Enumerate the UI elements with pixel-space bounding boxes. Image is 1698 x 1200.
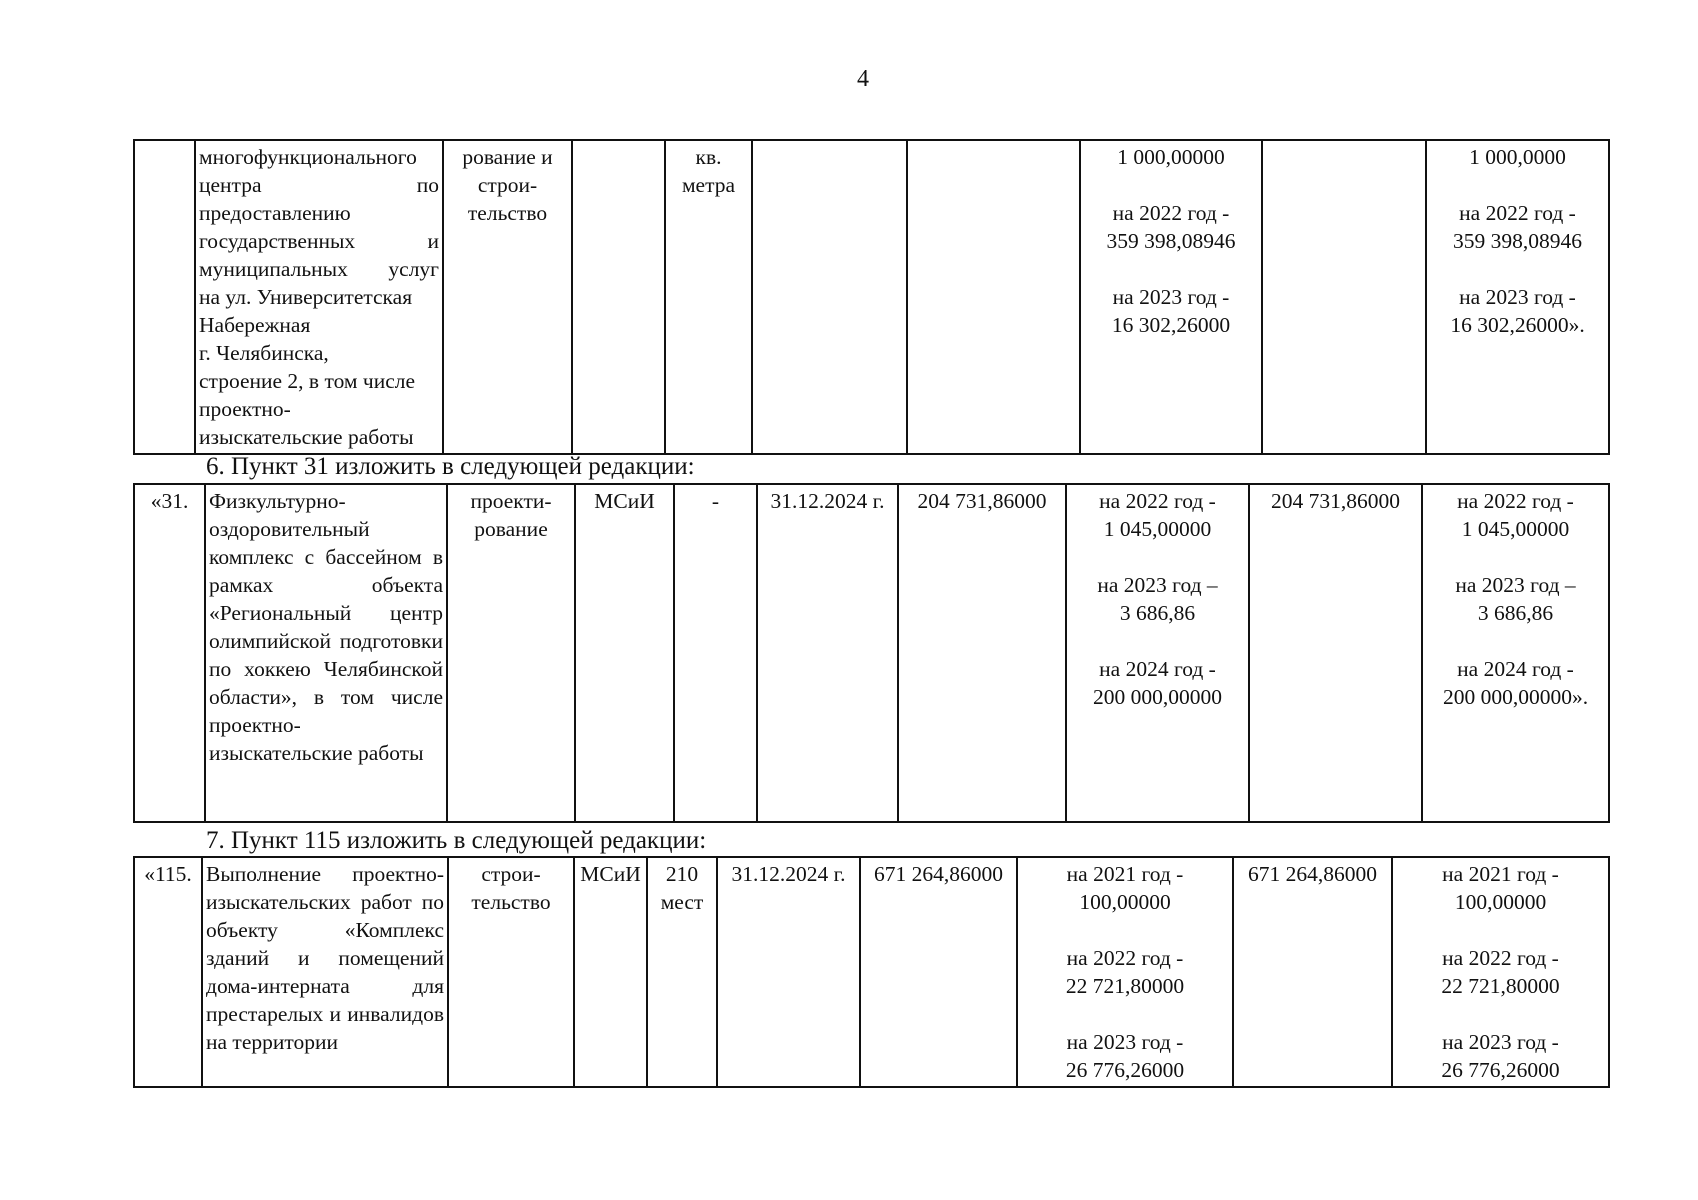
total-cell xyxy=(1262,140,1426,454)
table-row xyxy=(134,857,1609,1087)
table-row xyxy=(134,484,1609,822)
item-number-cell: «31. xyxy=(134,484,205,822)
object-name-line: изыскательские работы xyxy=(199,425,414,449)
object-name-line: на ул. Университетская xyxy=(199,285,413,309)
customer-cell: МСиИ xyxy=(574,857,647,1087)
capacity-unit-cell: - xyxy=(674,484,757,822)
object-name-line: предоставлению xyxy=(199,201,351,225)
final-funding-cell: на 2021 год - 100,00000 на 2022 год - 22 721,80000 на 2023 год - 26 776,26000 xyxy=(1392,857,1609,1087)
deadline-cell xyxy=(752,140,907,454)
item-115-table xyxy=(133,856,1610,1088)
object-name-line: многофункционального xyxy=(199,145,417,169)
object-name-cell xyxy=(195,140,443,454)
object-name-line: муниципальных услуг xyxy=(199,257,439,281)
total-cell: 671 264,86000 xyxy=(1233,857,1392,1087)
object-name-line: г. Челябинска, xyxy=(199,341,329,365)
cost-cell: 204 731,86000 xyxy=(898,484,1066,822)
work-type-cell: проекти- рование xyxy=(447,484,575,822)
deadline-cell: 31.12.2024 г. xyxy=(717,857,860,1087)
work-type-cell: рование и строи- тельство xyxy=(443,140,572,454)
final-funding-cell: на 2022 год - 1 045,00000 на 2023 год – 3 686,86 на 2024 год - 200 000,00000». xyxy=(1422,484,1609,822)
funding-by-year-cell: 1 000,00000 на 2022 год - 359 398,08946 на 2023 год - 16 302,26000 xyxy=(1080,140,1262,454)
cost-cell xyxy=(907,140,1080,454)
capacity-unit-cell: 210 мест xyxy=(647,857,717,1087)
section-heading-6: 6. Пункт 31 изложить в следующей редакции: xyxy=(206,453,695,480)
object-name-cell: Физкультурно-оздоровительный комплекс с бассейном в рамках объекта «Региональный центр олимпийской подготовки по хоккею Челябинской области», в том числе проектно-изыскательские работы xyxy=(205,484,447,822)
work-type-cell: строи- тельство xyxy=(448,857,574,1087)
funding-by-year-cell: на 2022 год - 1 045,00000 на 2023 год – 3 686,86 на 2024 год - 200 000,00000 xyxy=(1066,484,1249,822)
total-cell: 204 731,86000 xyxy=(1249,484,1422,822)
item-31-table xyxy=(133,483,1610,823)
object-name-line: государственных и xyxy=(199,229,439,253)
object-name-cell: Выполнение проектно-изыскательских работ по объекту «Комплекс зданий и помещений дома-интерната для престарелых и инвалидов на территории xyxy=(202,857,448,1087)
object-name-line: центра по xyxy=(199,173,439,197)
continuation-table xyxy=(133,139,1610,455)
customer-cell xyxy=(572,140,665,454)
table-row xyxy=(134,140,1609,454)
funding-by-year-cell: на 2021 год - 100,00000 на 2022 год - 22 721,80000 на 2023 год - 26 776,26000 xyxy=(1017,857,1233,1087)
page-number: 4 xyxy=(857,66,869,92)
customer-cell: МСиИ xyxy=(575,484,674,822)
deadline-cell: 31.12.2024 г. xyxy=(757,484,898,822)
item-number-cell: «115. xyxy=(134,857,202,1087)
section-heading-7: 7. Пункт 115 изложить в следующей редакции: xyxy=(206,827,707,854)
capacity-unit-cell: кв. метра xyxy=(665,140,752,454)
object-name-line: Набережная xyxy=(199,313,311,337)
cost-cell: 671 264,86000 xyxy=(860,857,1017,1087)
final-funding-cell: 1 000,0000 на 2022 год - 359 398,08946 на 2023 год - 16 302,26000». xyxy=(1426,140,1609,454)
cell-num xyxy=(134,140,195,454)
object-name-line: проектно- xyxy=(199,397,291,421)
object-name-line: строение 2, в том числе xyxy=(199,369,416,393)
